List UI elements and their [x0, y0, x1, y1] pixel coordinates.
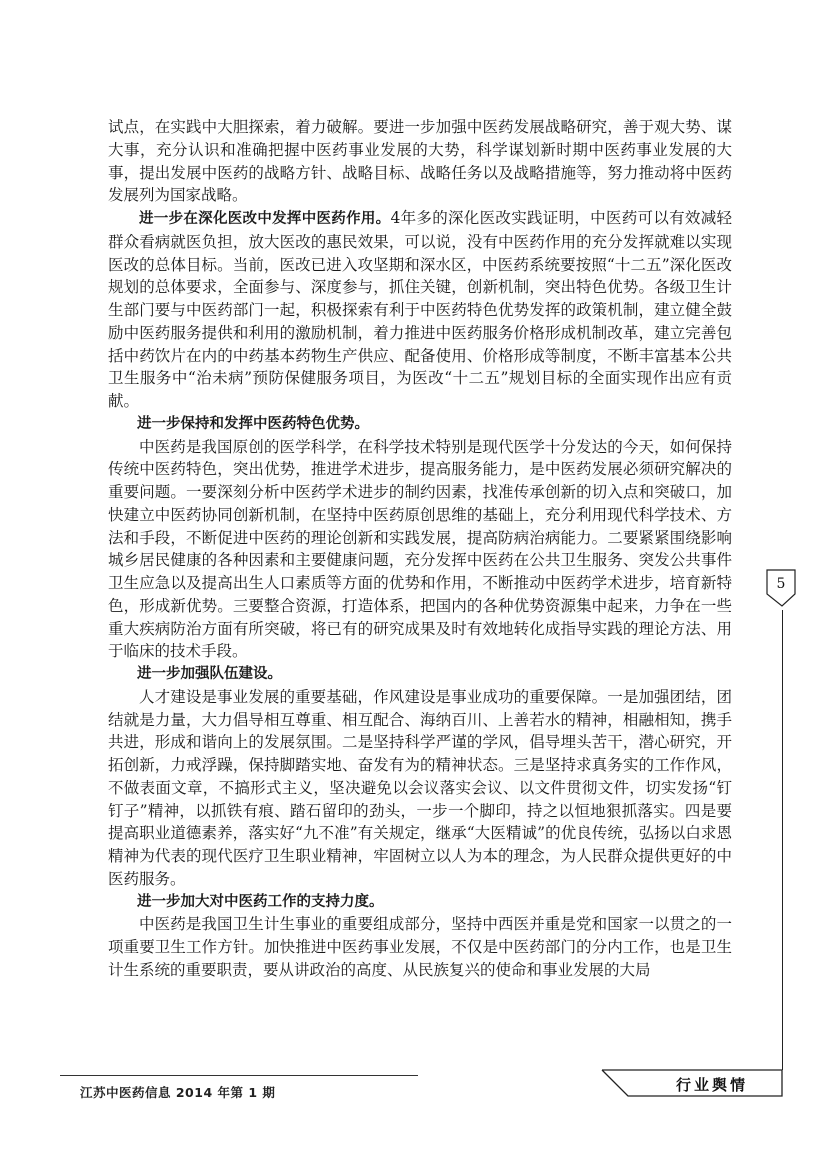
footer-journal-title: 江苏中医药信息 2014 年第 1 期 — [80, 1085, 276, 1100]
paragraph-3: 中医药是我国原创的医学科学，在科学技术特别是现代医学十分发达的今天，如何保持传统中医药特色，突出优势，推进学术进步，提高服务能力，是中医药发展必须研究解决的重要问题。一要深刻分析中医药学术进步的制约因素，找准传承创新的切入点和突破口，加快建立中医药协同创新机制，在坚持中医药原创思维的基础上，充分利用现代科学技术、方法和手段，不断促进中医药的理论创新和实践发展，提高防病治病能力。二要紧紧围绕影响城乡居民健康的各种因素和主要健康问题，充分发挥中医药在公共卫生服务、突发公共事件卫生应急以及提高出生人口素质等方面的优势和作用，不断推动中医药学术进步，培育新特色，形成新优势。三要整合资源，打造体系，把国内的各种优势资源集中起来，力争在一些重大疾病防治方面有所突破，将已有的研究成果及时有效地转化成指导实践的理论方法、用于临床的技术手段。 — [108, 437, 732, 661]
section-name: 行业舆情 — [675, 1076, 748, 1094]
section-heading-team-building: 进一步加强队伍建设。 — [137, 666, 282, 682]
paragraph-4: 人才建设是事业发展的重要基础，作风建设是事业成功的重要保障。一是加强团结，团结就是力量，大力倡导相互尊重、相互配合、海纳百川、上善若水的精神，相融相知，携手共进，形成和谐向上的发展氛围。二是坚持科学严谨的学风，倡导埋头苦干，潜心研究，开拓创新，力戒浮躁，保持脚踏实地、奋发有为的精神状态。三是坚持求真务实的工作作风，不做表面文章，不搞形式主义，坚决避免以会议落实会议、以文件贯彻文件，切实发扬“钉钉子”精神，以抓铁有痕、踏石留印的劲头，一步一个脚印，持之以恒地狠抓落实。四是要提高职业道德素养，落实好“九不准”有关规定，继承“大医精诚”的优良传统，弘扬以白求恩精神为代表的现代医疗卫生职业精神，牢固树立以人为本的理念，为人民群众提供更好的中医药服务。 — [108, 687, 732, 888]
section-heading-support: 进一步加大对中医药工作的支持力度。 — [137, 893, 384, 910]
margin-rule — [782, 610, 783, 1070]
section-tab — [598, 1066, 788, 1100]
page-number-tab — [765, 568, 797, 608]
paragraph-5: 中医药是我国卫生计生事业的重要组成部分，坚持中西医并重是党和国家一以贯之的一项重要卫生工作方针。加快推进中医药事业发展，不仅是中医药部门的分内工作，也是卫生计生系统的重要职责，要从讲政治的高度、从民族复兴的使命和事业发展的大局 — [108, 915, 732, 979]
paragraph-1: 试点，在实践中大胆探索，着力破解。要进一步加强中医药发展战略研究，善于观大势、谋大事，充分认识和准确把握中医药事业发展的大势，科学谋划新时期中医药事业发展的大事，提出发展中医药的战略方针、战略目标、战略任务以及战略措施等，努力推动将中医药发展列为国家战略。 — [108, 118, 732, 205]
article-body — [108, 116, 732, 982]
paragraph-2-text: 4年多的深化医改实践证明，中医药可以有效减轻群众看病就医负担，放大医改的惠民效果，可以说，没有中医药作用的充分发挥就难以实现医改的总体目标。当前，医改已进入攻坚期和深水区，中医药系统要按照“十二五”深化医改规划的总体要求，全面参与、深度参与，抓住关键，创新机制，突出特色优势。各级卫生计生部门要与中医药部门一起，积极探索有利于中医药特色优势发挥的政策机制，建立健全鼓励中医药服务提供和利用的激励机制，着力推进中医药服务价格形成机制改革，建立完善包括中药饮片在内的中药基本药物生产供应、配备使用、价格形成等制度，不断丰富基本公共卫生服务中“治未病”预防保健服务项目，为医改“十二五”规划目标的全面实现作出应有贡献。 — [108, 209, 732, 410]
footer-rule — [60, 1075, 418, 1076]
paragraph-2-lead-heading: 进一步在深化医改中发挥中医药作用。 — [139, 211, 391, 227]
section-heading-tcm-advantages: 进一步保持和发挥中医药特色优势。 — [137, 415, 369, 432]
page-number: 5 — [776, 576, 786, 592]
paragraph-2 — [108, 207, 732, 413]
